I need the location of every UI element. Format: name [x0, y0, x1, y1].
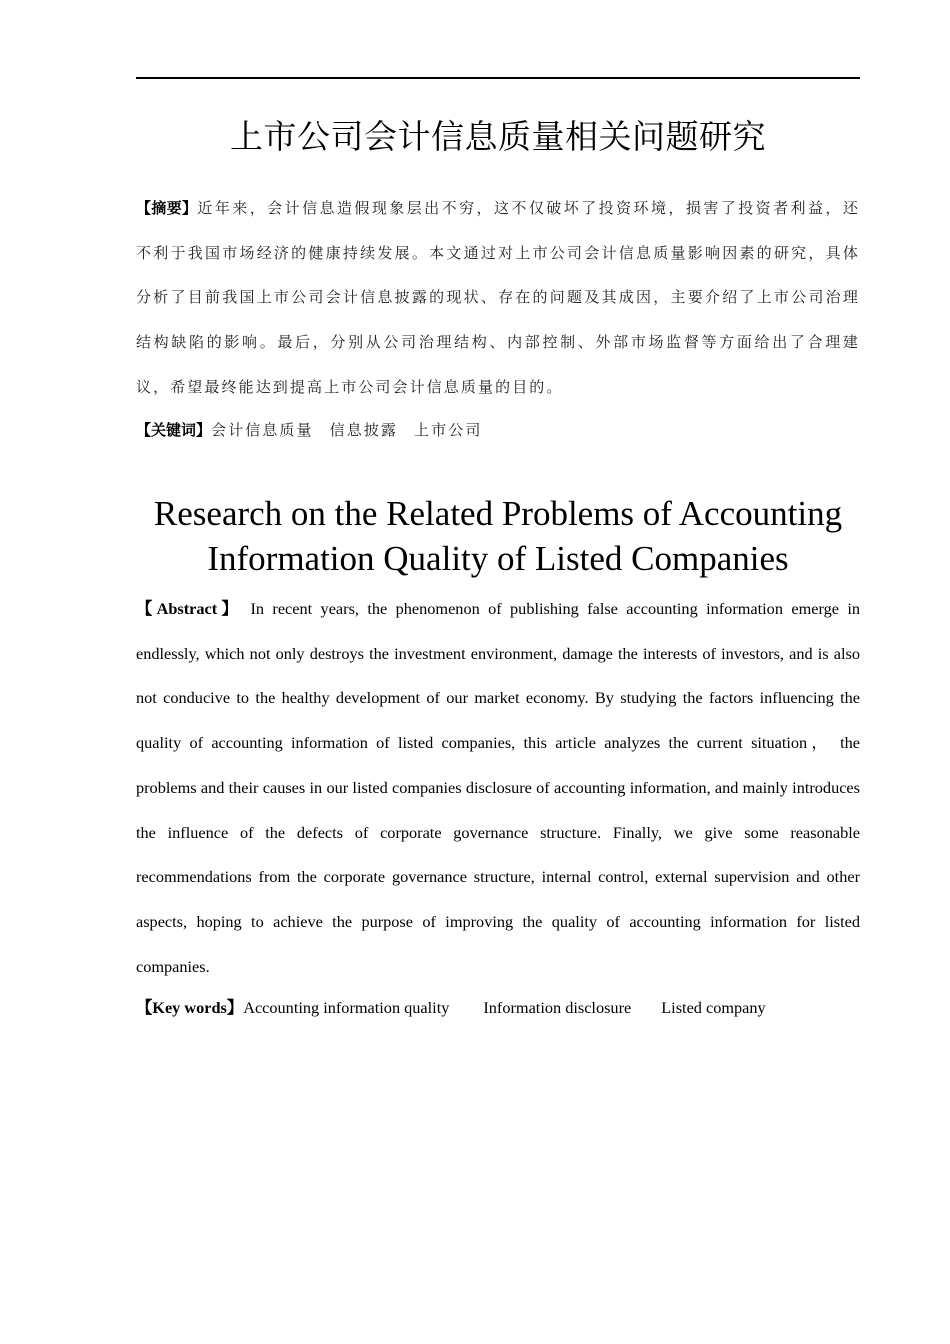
chinese-title: 上市公司会计信息质量相关问题研究 — [230, 117, 766, 156]
chinese-keyword: 信息披露 — [329, 421, 399, 439]
english-keyword: Accounting information quality — [243, 998, 450, 1017]
english-keywords-label: 【Key words】 — [136, 998, 244, 1017]
header-rule — [136, 77, 860, 79]
chinese-keywords-label: 【关键词】 — [136, 421, 212, 439]
chinese-abstract-text: 近年来，会计信息造假现象层出不穷，这不仅破坏了投资环境，损害了投资者利益，还不利于我国市场经济的健康持续发展。本文通过对上市公司会计信息质量影响因素的研究，具体分析了目前我国上市公司会计信息披露的现状、存在的问题及其成因，主要介绍了上市公司治理结构缺陷的影响。最后，分别从公司治理结构、内部控制、外部市场监督等方面给出了合理建议，希望最终能达到提高上市公司会计信息质量的目的。 — [136, 199, 860, 396]
english-title-line-2: Information Quality of Listed Companies — [207, 539, 789, 578]
chinese-abstract — [136, 186, 860, 410]
chinese-keyword: 会计信息质量 — [211, 421, 314, 439]
english-title-line-1: Research on the Related Problems of Accounting — [153, 494, 843, 533]
chinese-abstract-label: 【摘要】 — [136, 199, 198, 217]
english-abstract-text: In recent years, the phenomenon of publishing false accounting information emerge in endlessly, which not only destroys the investment environment, damage the interests of investors, and is also not conducive to the healthy development of our market economy. By studying the factors influencing the quality of accounting information of listed companies, this article analyzes the current situation， the problems and their causes in our listed companies disclosure of accounting information, and mainly introduces the influence of the defects of corporate governance structure. Finally, we give some reasonable recommendations from the corporate governance structure, internal control, external supervision and other aspects, hoping to achieve the purpose of improving the quality of accounting information for listed companies. — [136, 599, 860, 976]
english-keyword: Listed company — [661, 998, 766, 1017]
chinese-keywords — [136, 408, 860, 452]
english-abstract-label: 【Abstract】 — [136, 599, 243, 618]
english-abstract — [136, 587, 860, 989]
english-title — [136, 491, 860, 581]
english-keywords — [136, 990, 860, 1026]
english-keyword: Information disclosure — [483, 998, 632, 1017]
chinese-keyword: 上市公司 — [414, 421, 483, 439]
